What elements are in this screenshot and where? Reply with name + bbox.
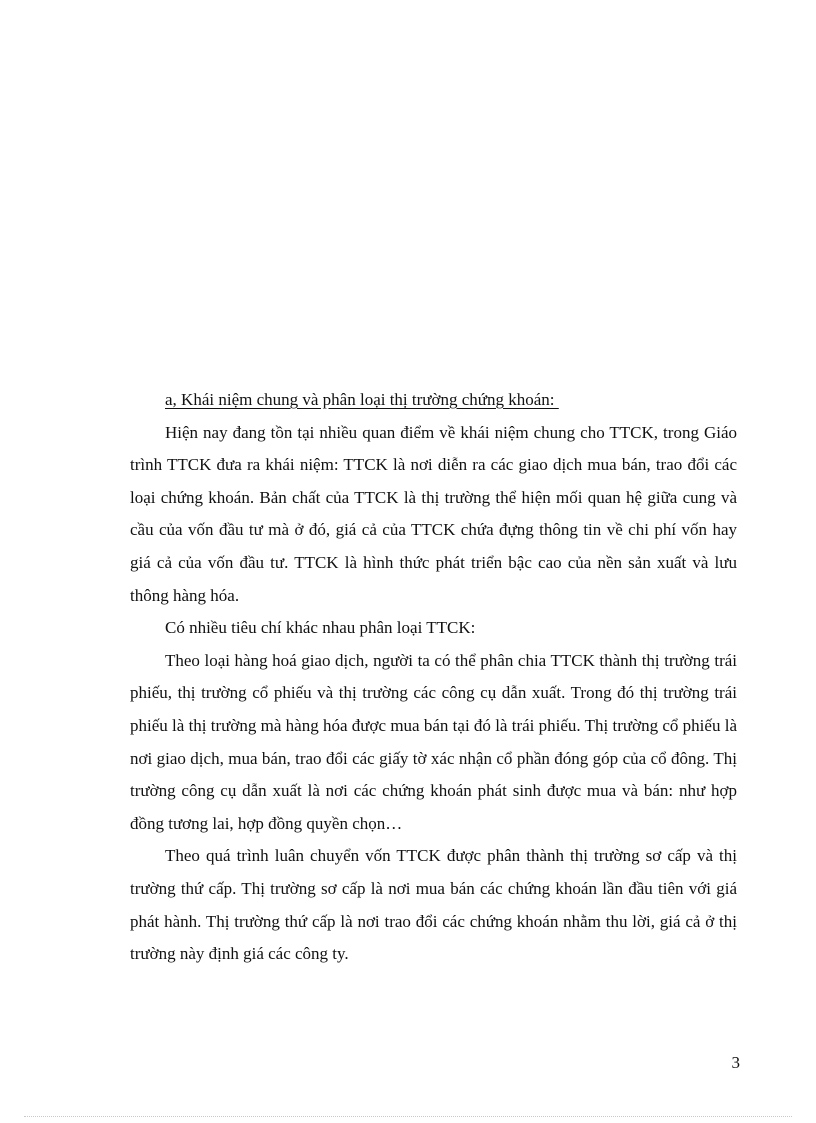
section-heading: a, Khái niệm chung và phân loại thị trường chứng khoán: [165,390,559,409]
page-number: 3 [731,1053,740,1072]
paragraph-by-commodity: Theo loại hàng hoá giao dịch, người ta có thể phân chia TTCK thành thị trường trái phiếu, thị trường cổ phiếu và thị trường các công cụ dẫn xuất. Trong đó thị trường trái phiếu là thị trường mà hàng hóa được mua bán tại đó là trái phiếu. Thị trường cổ phiếu là nơi giao dịch, mua bán, trao đổi các giấy tờ xác nhận cổ phần đóng góp của cổ đông. Thị trường công cụ dẫn xuất là nơi các chứng khoán phát sinh được mua và bán: như hợp đồng tương lai, hợp đồng quyền chọn… [130,650,737,833]
document-body [130,384,737,971]
paragraph-definition: Hiện nay đang tồn tại nhiều quan điểm về khái niệm chung cho TTCK, trong Giáo trình TTCK đưa ra khái niệm: TTCK là nơi diễn ra các giao dịch mua bán, trao đổi các loại chứng khoán. Bản chất của TTCK là thị trường thể hiện mối quan hệ giữa cung và cầu của vốn đầu tư mà ở đó, giá cả của TTCK chứa đựng thông tin về chi phí vốn hay giá cả của vốn đầu tư. TTCK là hình thức phát triển bậc cao của nền sản xuất và lưu thông hàng hóa. [130,422,737,605]
paragraph-criteria-intro: Có nhiều tiêu chí khác nhau phân loại TTCK: [165,618,476,638]
paragraph-by-capital-flow: Theo quá trình luân chuyển vốn TTCK được phân thành thị trường sơ cấp và thị trường thứ cấp. Thị trường sơ cấp là nơi mua bán các chứng khoán lần đầu tiên với giá phát hành. Thị trường thứ cấp là nơi trao đổi các chứng khoán nhằm thu lời, giá cả ở thị trường này định giá các công ty. [130,846,737,964]
page-bottom-divider [24,1116,792,1117]
